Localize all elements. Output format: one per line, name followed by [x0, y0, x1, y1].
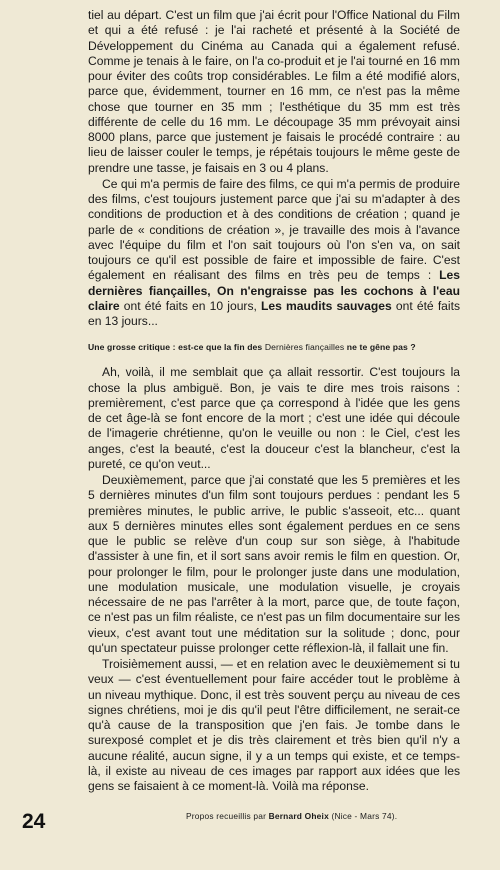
- credit-prefix: Propos recueillis par: [186, 811, 269, 822]
- paragraph-2: [88, 177, 460, 330]
- question-film-title: Dernières fiançailles: [264, 342, 345, 353]
- film-title-1: Les dernières fiançailles, On n'engraisse pas les cochons à l'eau claire: [88, 268, 460, 313]
- film-title-2: Les maudits sauvages: [261, 298, 392, 313]
- question-text-b: ne te gêne pas ?: [344, 342, 416, 353]
- paragraph-2-text-a: Ce qui m'a permis de faire des films, ce qui m'a permis de produire des films, c'est toujours justement parce que j'ai su m'adapter à des conditions de production et à des conditions de création ; quand je parle de « conditions de création », je travaille des mois à l'avance avec l'équipe du film et l'on sait toujours où l'on s'en va, on sait toujours ce qu'il est possible de faire et impossible de faire. C'est également en réalisant des films en très peu de temps :: [88, 176, 460, 283]
- interview-question: [88, 341, 460, 353]
- paragraph-5: Troisièmement aussi, — et en relation avec le deuxièmement si tu veux — c'est éventuellement pour faire accéder tout le problème à un niveau mythique. Donc, il est très souvent perçu au niveau de ces signes chrétiens, moi je dis qu'il peut l'être difficilement, ne serait-ce qu'à cause de la transposition que j'en fais. Je tombe dans le surexposé complet et je dis très clairement et très bien qu'il n'y a aucune réalité, aucun signe, il y a un temps qui existe, et ce temps-là, il existe au niveau de ces images par rapport aux idées que les gens se faisaient à ce moment-là. Voilà ma réponse.: [88, 657, 460, 793]
- question-text-a: Une grosse critique : est-ce que la fin des: [88, 342, 265, 353]
- paragraph-4: Deuxièmement, parce que j'ai constaté que les 5 premières et les 5 dernières minutes d'un film sont toujours perdues : pendant les 5 premières minutes, le public arrive, le public s'asseoit, etc... quant aux 5 dernières minutes elles sont également perdues en ce sens que le public se relève d'un coup sur son siège, à l'habitude d'assister à une fin, et il sort sans avoir remis le film en question. Or, pour prolonger le film, pour le prolonger juste dans une modulation, une modulation musicale, une modulation visuelle, je croyais nécessaire de ne pas l'arrêter à la mort, parce que, de toute façon, ce n'est pas un film réaliste, ce n'est pas un film documentaire sur les vieux, c'est avant tout une méditation sur la solitude ; donc, pour qu'un spectateur puisse prolonger cette réflexion-là, il fallait une fin.: [88, 473, 460, 655]
- paragraph-2-text-c: ont été faits en 13 jours...: [88, 298, 460, 328]
- page-number: 24: [22, 810, 46, 833]
- paragraph-1: tiel au départ. C'est un film que j'ai écrit pour l'Office National du Film et qui a été refusé : je l'ai racheté et présenté à la Société de Développement du Cinéma au Canada qui a également refusé. Comme je tenais à le faire, on l'a co-produit et je l'ai tourné en 16 mm pour éviter des coûts trop considérables. Le film a été modifié alors, parce que, évidemment, tourner en 16 mm, ce n'est pas la même chose que tourner en 35 mm ; l'esthétique du 35 mm est très différente de celle du 16 mm. Le découpage 35 mm prévoyait ainsi 8000 plans, parce que justement je faisais le procédé contraire : au lieu de laisser couler le temps, je répétais toujours le même geste de prendre une tasse, je faisais en 3 ou 4 plans.: [88, 8, 460, 175]
- credit-line: [88, 810, 460, 822]
- credit-author: Bernard Oheix: [268, 811, 329, 822]
- text-column: [88, 8, 460, 822]
- paragraph-2-text-b: ont été faits en 10 jours,: [119, 298, 262, 313]
- credit-suffix: (Nice - Mars 74).: [328, 811, 398, 822]
- paragraph-3: Ah, voilà, il me semblait que ça allait ressortir. C'est toujours la chose la plus ambiguë. Bon, je vais te dire mes trois raisons : premièrement, c'est parce que ça correspond à l'idée que les gens de cet âge-là se font encore de la mort ; c'est une idée qui découle de l'imagerie chrétienne, qu'on le veuille ou non : le Ciel, c'est les anges, c'est la beauté, c'est la douceur c'est la blancheur, c'est la pureté, ce qu'on veut...: [88, 365, 460, 471]
